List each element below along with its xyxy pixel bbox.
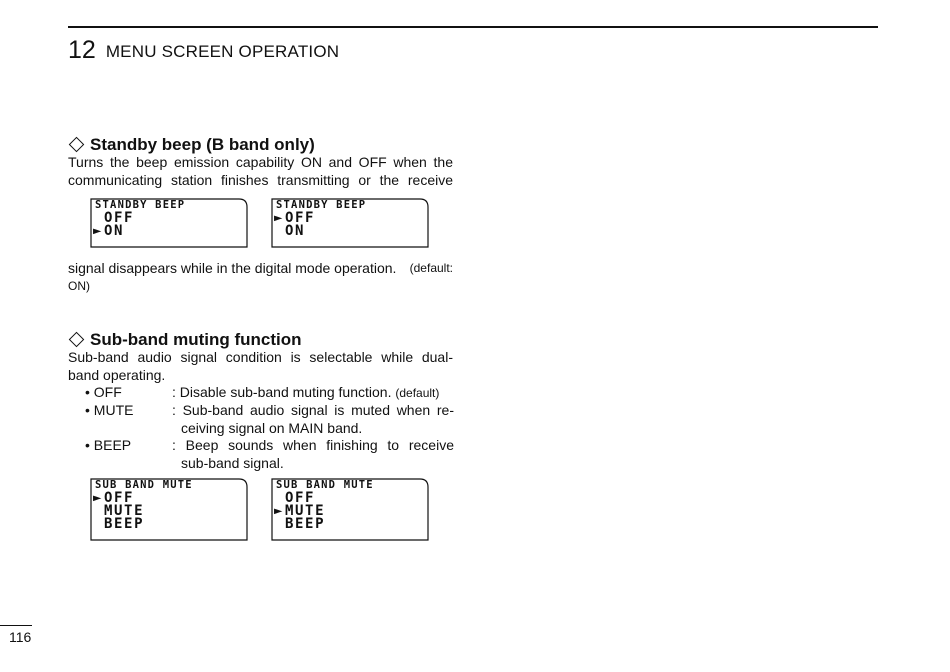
- lcd-option-off: ►OFF: [93, 490, 135, 506]
- lcd-standby-beep-off: [271, 198, 429, 250]
- lcd-standby-beep-on: [90, 198, 248, 250]
- section-sub-band-muting-heading: [68, 330, 302, 350]
- option-mute: [85, 401, 454, 436]
- lcd-option-mute: ►MUTE: [274, 503, 326, 519]
- option-description: : Sub-band audio signal is muted when re-: [172, 402, 454, 418]
- text-line: Turns the beep emission capability ON and OFF when the: [68, 154, 453, 170]
- default-note: (default:: [409, 261, 453, 275]
- cursor-icon: ►: [274, 210, 285, 226]
- section-title: Standby beep (B band only): [90, 135, 315, 154]
- section-title: Sub-band muting function: [90, 330, 302, 349]
- option-description-cont: sub-band signal.: [181, 455, 284, 471]
- cursor-icon: ►: [93, 490, 104, 506]
- lcd-title: SUB BAND MUTE: [276, 479, 374, 491]
- chapter-number: 12: [68, 36, 96, 64]
- text-line: band operating.: [68, 367, 166, 383]
- option-label: • OFF: [85, 384, 122, 400]
- lcd-option-on: ►ON: [93, 223, 125, 239]
- text-line: signal disappears while in the digital mode operation. (default:: [68, 260, 453, 276]
- lcd-option-off: ►OFF: [274, 210, 316, 226]
- lcd-sub-band-mute-mute: [271, 478, 429, 543]
- cursor-icon: ►: [274, 503, 285, 519]
- footer-rule: [0, 625, 32, 626]
- header-rule: [68, 26, 878, 28]
- lcd-title: STANDBY BEEP: [95, 199, 186, 211]
- lcd-title: SUB BAND MUTE: [95, 479, 193, 491]
- option-label: • BEEP: [85, 437, 132, 453]
- diamond-icon: [69, 137, 85, 153]
- lcd-sub-band-mute-off: [90, 478, 248, 543]
- text-line: communicating station finishes transmitting or the receive: [68, 172, 453, 188]
- option-description: : Disable sub-band muting function. (default): [172, 384, 440, 400]
- sub-band-muting-description: [68, 348, 453, 384]
- text-line: ON): [68, 279, 90, 293]
- default-note: (default): [395, 386, 440, 400]
- chapter-title: MENU SCREEN OPERATION: [105, 42, 340, 61]
- option-beep: [85, 436, 454, 471]
- option-description-cont: ceiving signal on MAIN band.: [181, 420, 363, 436]
- text-line: Sub-band audio signal condition is selectable while dual-: [68, 349, 453, 365]
- option-label: • MUTE: [85, 402, 134, 418]
- lcd-option-off: OFF: [285, 490, 316, 506]
- standby-beep-description: [68, 153, 453, 189]
- cursor-icon: ►: [93, 223, 104, 239]
- lcd-option-beep: BEEP: [104, 516, 145, 532]
- page-number: 116: [9, 629, 32, 645]
- chapter-header: [68, 36, 339, 65]
- section-standby-beep-heading: [68, 135, 315, 155]
- lcd-option-mute: MUTE: [104, 503, 145, 519]
- lcd-option-beep: BEEP: [285, 516, 326, 532]
- diamond-icon: [69, 332, 85, 348]
- lcd-option-off: OFF: [104, 210, 135, 226]
- option-off: [85, 383, 440, 401]
- lcd-option-on: ON: [285, 223, 306, 239]
- lcd-title: STANDBY BEEP: [276, 199, 367, 211]
- option-description: : Beep sounds when finishing to receive: [172, 437, 454, 453]
- standby-beep-description-cont: [68, 259, 453, 295]
